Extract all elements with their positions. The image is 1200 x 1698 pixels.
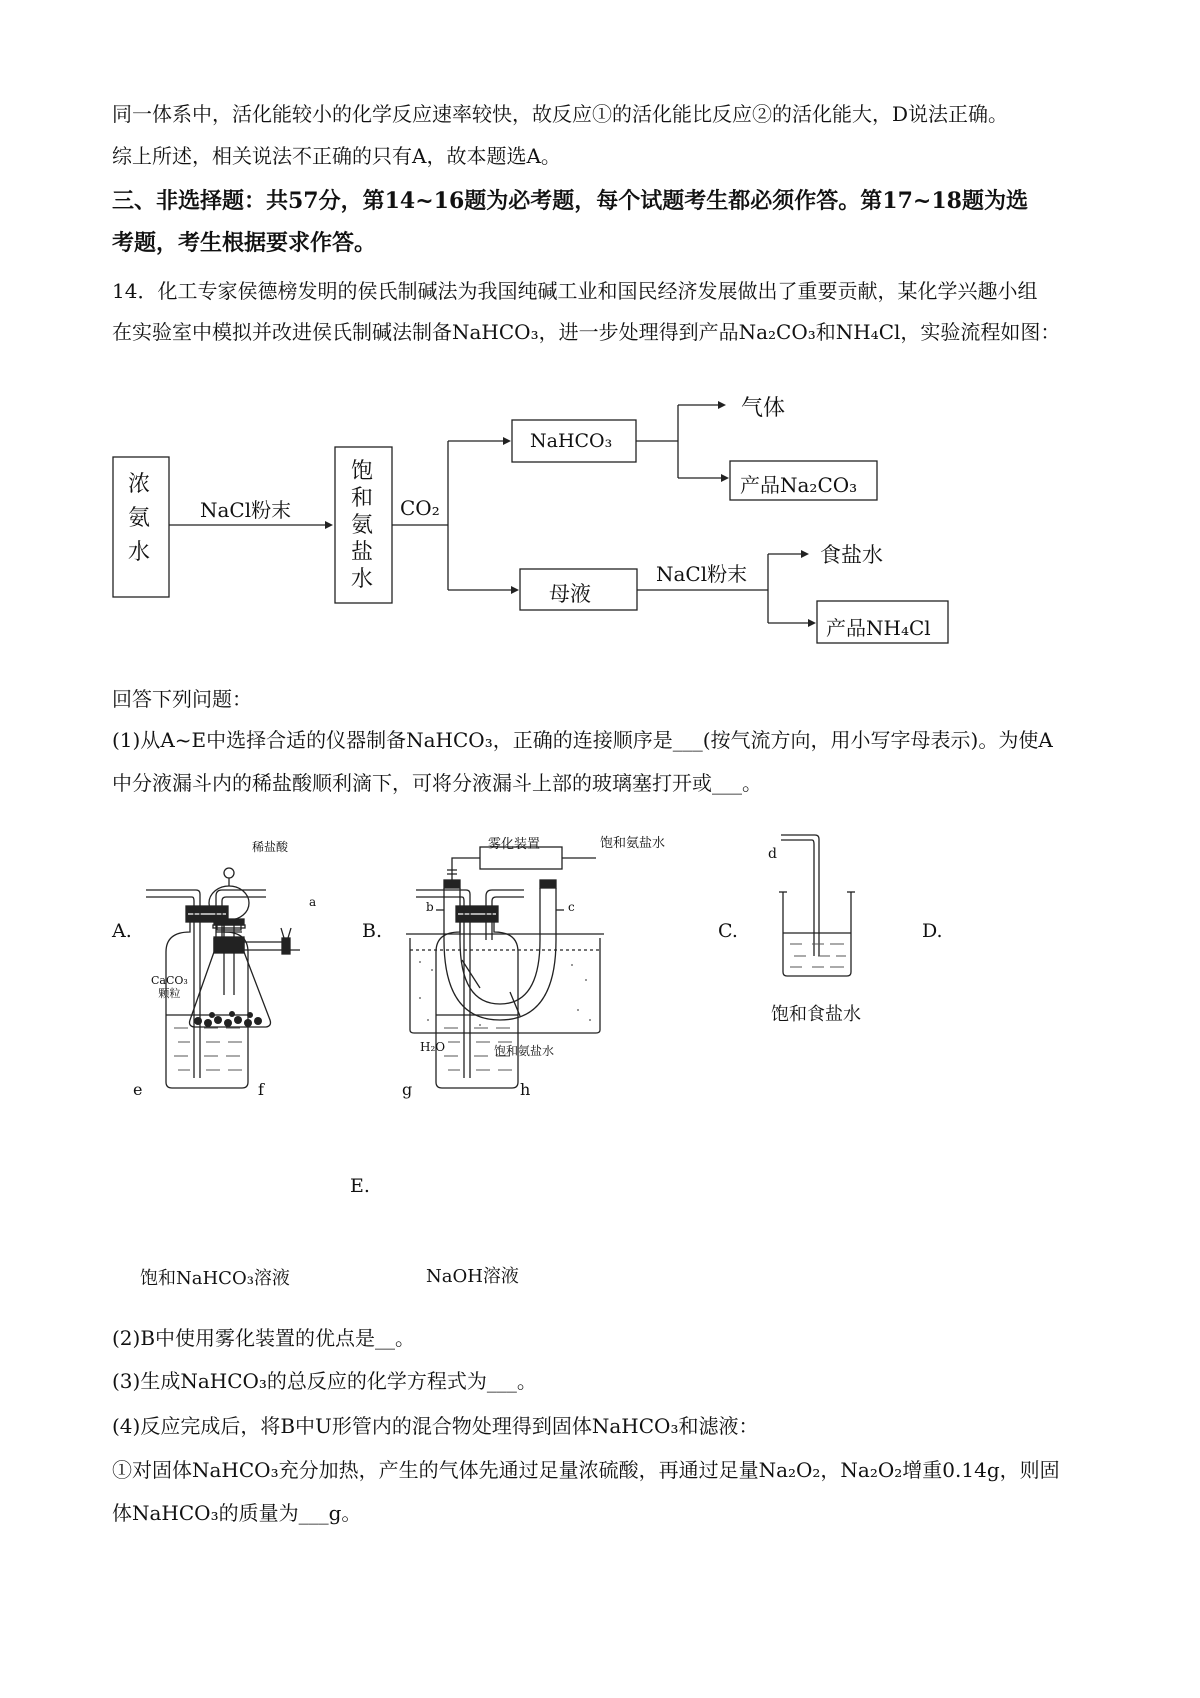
section-heading-line-2: 考题，考生根据要求作答。 [112, 230, 377, 256]
part-2: (2)B中使用雾化装置的优点是__。 [112, 1326, 416, 1350]
question-14-stem-1: 14．化工专家侯德榜发明的侯氏制碱法为我国纯碱工业和国民经济发展做出了重要贡献，某化学兴趣小组 [112, 279, 1038, 303]
flow-brine-label: 食盐水 [820, 543, 883, 567]
apparatus-b-label: B. [362, 920, 383, 942]
apparatus-c-caption: 饱和食盐水 [771, 1004, 861, 1025]
part-1-line-2: 中分液漏斗内的稀盐酸顺利滴下，可将分液漏斗上部的玻璃塞打开或___。 [112, 771, 762, 795]
apparatus-b-port-b: b [426, 900, 434, 914]
apparatus-e-label: E. [350, 1175, 370, 1197]
flow-nh4cl-label: 产品NH₄Cl [826, 616, 931, 640]
apparatus-figure [0, 820, 1200, 1300]
apparatus-a-port-label: a [309, 895, 317, 909]
apparatus-d-caption: 饱和NaHCO₃溶液 [140, 1268, 290, 1289]
apparatus-e-caption: NaOH溶液 [426, 1266, 519, 1287]
apparatus-c-port-d: d [768, 846, 777, 862]
flow-chart [0, 0, 1200, 680]
flow-mother-liquor-label: 母液 [549, 582, 591, 606]
flow-start-label: 浓 氨 水 [128, 472, 151, 565]
apparatus-b-feed-label: 饱和氨盐水 [600, 836, 666, 851]
apparatus-a-solid-label: CaCO₃ 颗粒 [151, 974, 188, 1000]
intro-line-1: 同一体系中，活化能较小的化学反应速率较快，故反应①的活化能比反应②的活化能大，D说法正确。 [112, 102, 1009, 126]
flow-add-nacl-label: NaCl粉末 [200, 498, 292, 522]
apparatus-a-drawing [190, 868, 301, 1027]
apparatus-b-atomizer-label: 雾化装置 [488, 837, 541, 852]
question-14-stem-2: 在实验室中模拟并改进侯氏制碱法制备NaHCO₃，进一步处理得到产品Na₂CO₃和NH₄Cl，实验流程如图： [112, 320, 1061, 344]
apparatus-c-label: C. [718, 920, 738, 942]
apparatus-a-acid-label: 稀盐酸 [252, 840, 289, 854]
apparatus-b-water-label: H₂O [420, 1040, 446, 1054]
flow-co2-label: CO₂ [400, 496, 440, 520]
apparatus-e-port-g: g [402, 1080, 413, 1099]
flow-mid-label: 饱 和 氨 盐 水 [351, 459, 374, 592]
flow-na2co3-label: 产品Na₂CO₃ [740, 473, 858, 497]
apparatus-b-liquid-label: 饱和氨盐水 [494, 1044, 555, 1058]
section-heading-line-1: 三、非选择题：共57分，第14~16题为必考题，每个试题考生都必须作答。第17~18题为选 [112, 188, 1028, 214]
flow-gas-label: 气体 [741, 396, 786, 421]
flow-add-nacl-2-label: NaCl粉末 [656, 562, 748, 586]
apparatus-a-label: A. [112, 920, 132, 942]
part-4-sub1-line-1: ①对固体NaHCO₃充分加热，产生的气体先通过足量浓硫酸，再通过足量Na₂O₂，Na₂O₂增重0.14g，则固 [112, 1458, 1060, 1482]
part-4-line-1: (4)反应完成后，将B中U形管内的混合物处理得到固体NaHCO₃和滤液： [112, 1414, 759, 1438]
part-4-sub1-line-2: 体NaHCO₃的质量为___g。 [112, 1501, 362, 1525]
apparatus-d-label: D. [922, 920, 943, 942]
part-3: (3)生成NaHCO₃的总反应的化学方程式为___。 [112, 1369, 537, 1393]
apparatus-d-port-e: e [133, 1080, 143, 1099]
apparatus-e-port-h: h [520, 1080, 531, 1099]
apparatus-b-port-c: c [568, 900, 575, 914]
apparatus-c-drawing [779, 835, 855, 976]
flow-nahco3-label: NaHCO₃ [530, 430, 613, 452]
apparatus-d-port-f: f [258, 1080, 264, 1099]
part-1-line-1: (1)从A~E中选择合适的仪器制备NaHCO₃，正确的连接顺序是___(按气流方向，用小写字母表示)。为使A [112, 728, 1053, 752]
intro-line-2: 综上所述，相关说法不正确的只有A，故本题选A。 [112, 144, 561, 168]
answer-prompt: 回答下列问题： [112, 687, 252, 711]
